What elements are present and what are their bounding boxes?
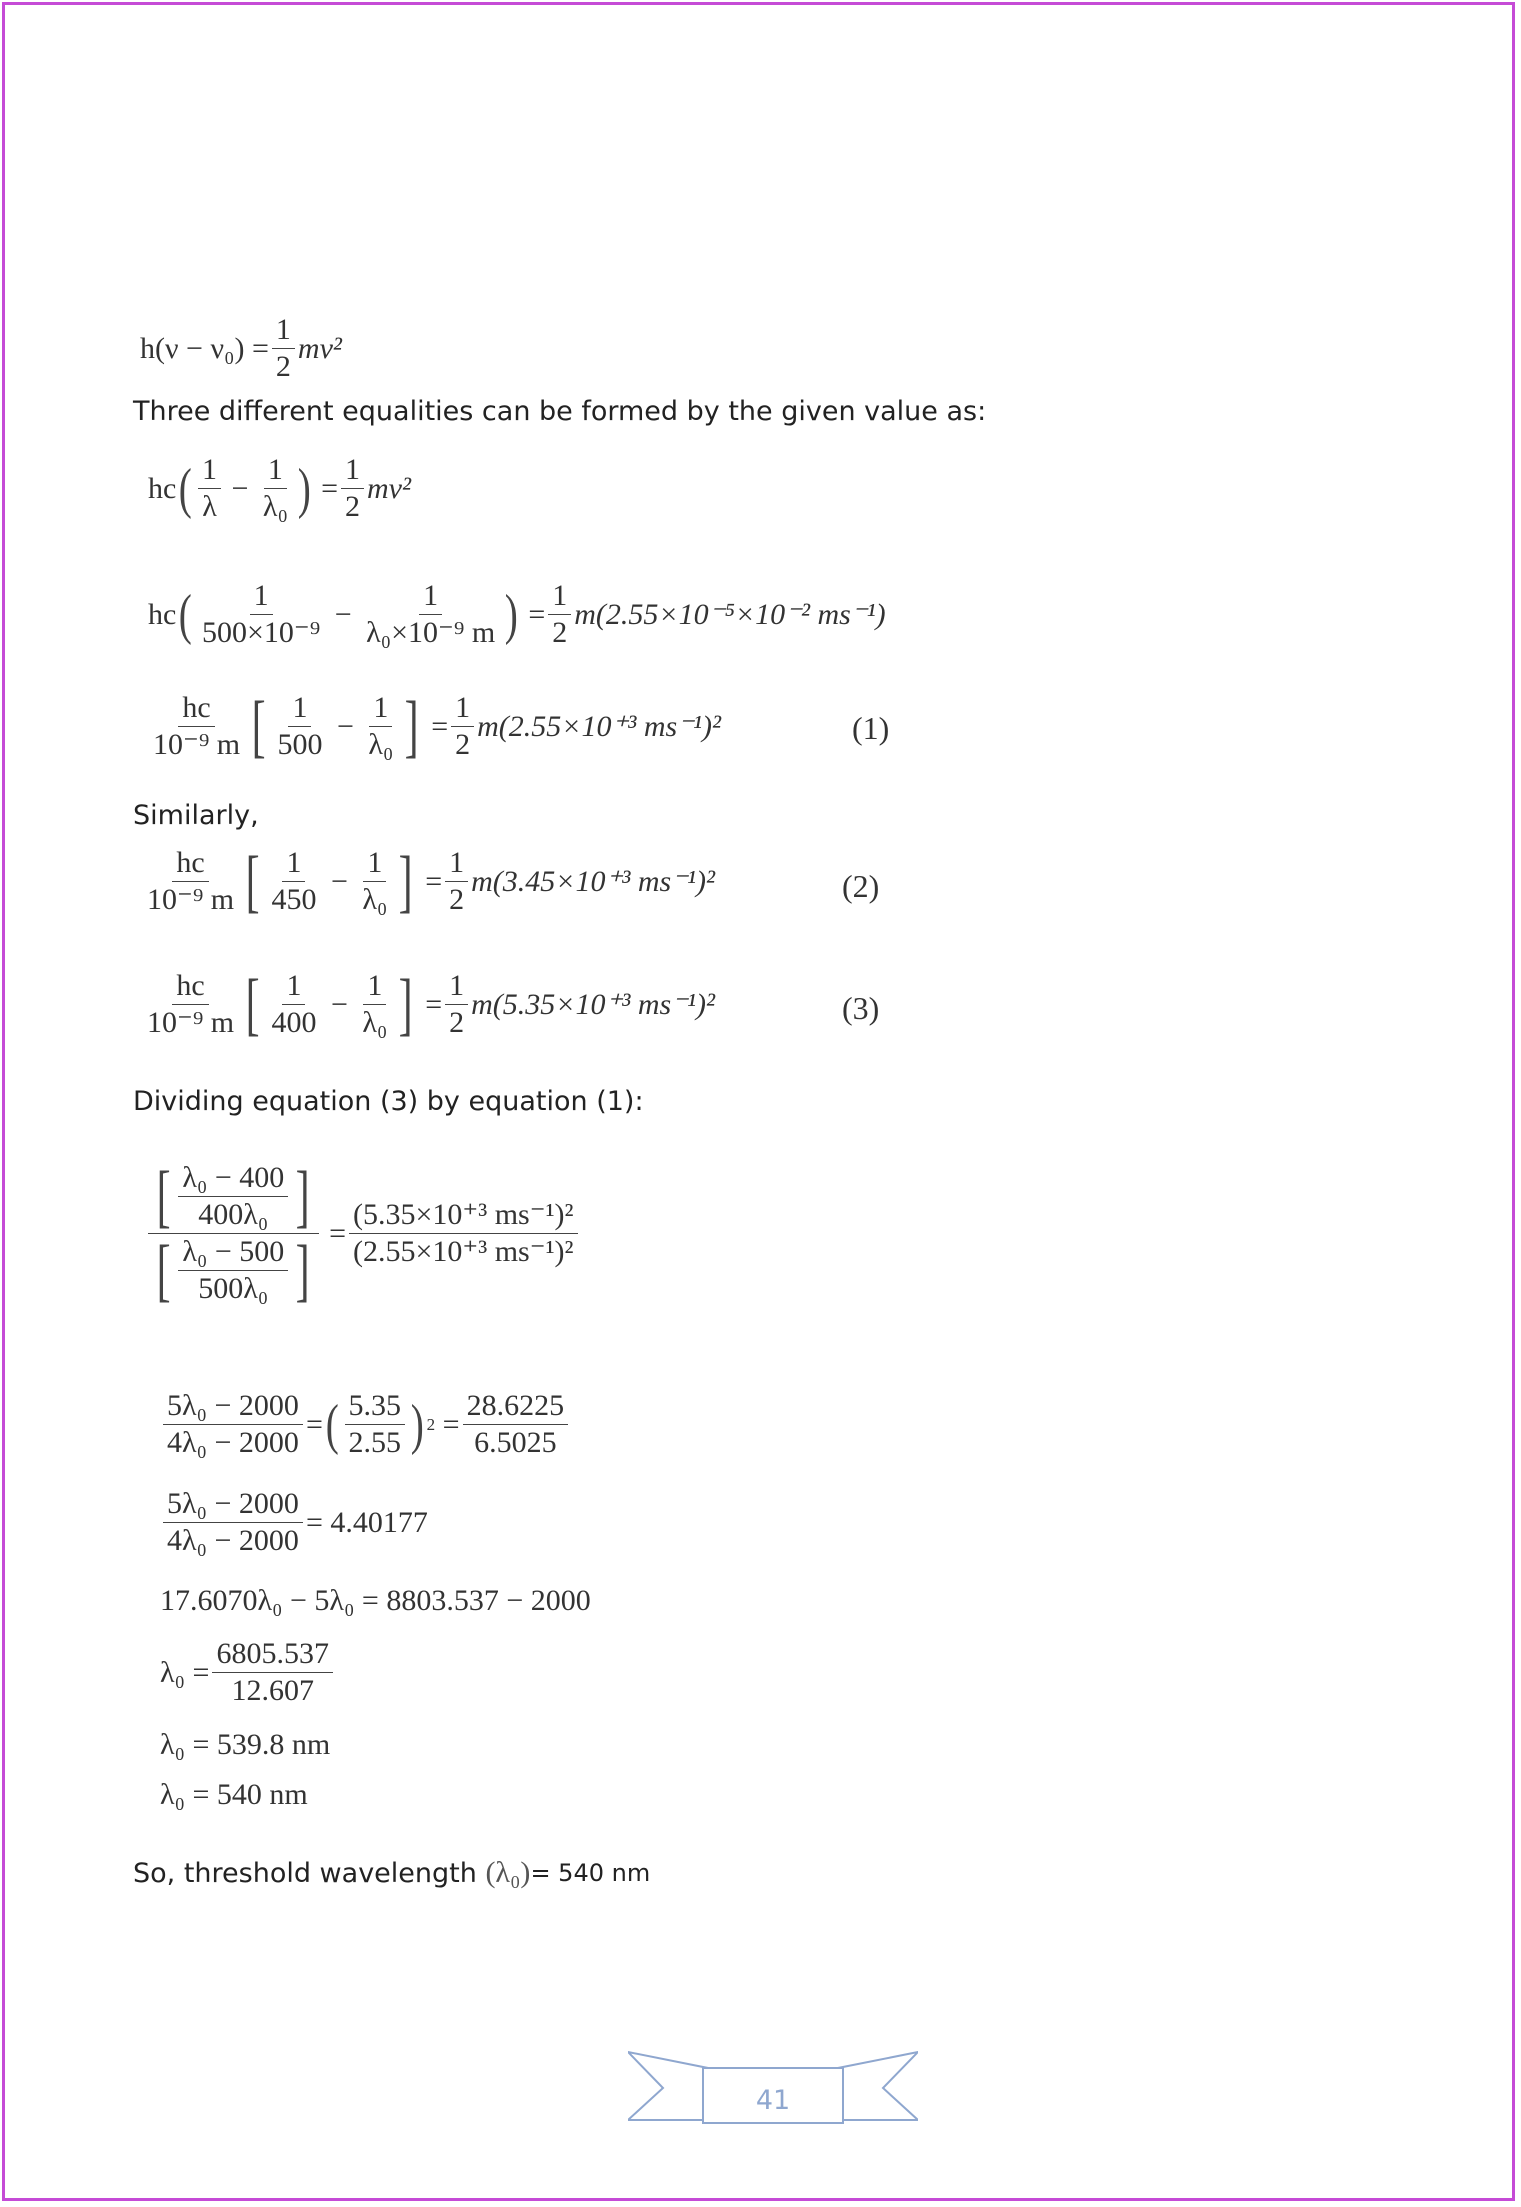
num: 1	[250, 578, 273, 615]
lhs: λ₀ =	[160, 1655, 210, 1689]
top-frac	[178, 1160, 288, 1233]
frac-2	[364, 690, 397, 763]
compound-num: [ $\frac{\text{λ₀ − 400}}{\text{400λ₀}}$ ]	[148, 1160, 319, 1234]
rhs: m(3.45×10⁺³ ms⁻¹)²	[471, 865, 716, 898]
equation-label-1: (1)	[852, 710, 890, 746]
mid-frac	[345, 1388, 406, 1461]
num: 1	[272, 312, 295, 349]
num: 1	[282, 845, 305, 882]
den: λ₀	[362, 1006, 388, 1039]
frac-1	[198, 452, 221, 525]
num: 5.35	[345, 1388, 406, 1425]
conclusion-text: So, threshold wavelength	[133, 1857, 477, 1889]
equation-2: $\frac{hc}{\text{10⁻⁹ m}}$ [ $\frac{1}{450}$ − $\frac{1}{\text{λ₀}}$ ] = $\frac{1}{2}$ m(3.45×10⁺³ ms⁻¹)²	[140, 845, 715, 918]
den: 500×10⁻⁹	[201, 616, 321, 649]
conclusion-value: = 540 nm	[530, 1859, 651, 1887]
num: (5.35×10⁺³ ms⁻¹)²	[349, 1197, 578, 1234]
num: 6805.537	[212, 1636, 333, 1673]
lhs-frac	[163, 1486, 303, 1559]
prefix-frac	[143, 845, 238, 918]
conclusion	[133, 1856, 650, 1890]
rhs: m(5.35×10⁺³ ms⁻¹)²	[471, 988, 716, 1021]
den: 10⁻⁹ m	[147, 883, 235, 916]
num: 1	[451, 690, 474, 727]
lhs-frac	[163, 1388, 303, 1461]
page-number: 41	[755, 2085, 791, 2116]
den: 400λ₀	[198, 1198, 269, 1231]
num: 1	[363, 845, 386, 882]
den: 2	[449, 883, 465, 916]
compound-frac	[148, 1157, 319, 1309]
num: 5λ₀ − 2000	[163, 1388, 303, 1425]
prefix: hc	[148, 597, 177, 631]
den: 12.607	[231, 1674, 314, 1707]
equation-3: $\frac{hc}{\text{10⁻⁹ m}}$ [ $\frac{1}{400}$ − $\frac{1}{\text{λ₀}}$ ] = $\frac{1}{2}$ m(5.35×10⁺³ ms⁻¹)²	[140, 968, 715, 1041]
compound-den: [ $\frac{\text{λ₀ − 500}}{\text{500λ₀}}$ ]	[156, 1231, 310, 1309]
den: 4λ₀ − 2000	[167, 1524, 299, 1557]
num: 1	[264, 452, 287, 489]
num: 5λ₀ − 2000	[163, 1486, 303, 1523]
den: 4λ₀ − 2000	[167, 1426, 299, 1459]
equation-a: hc ( $\frac{1}{\lambda}$ − $\frac{1}{\text{λ₀}}$ ) = $\frac{1}{2}$ mv²	[148, 453, 411, 523]
frac-half	[451, 690, 474, 763]
den: λ₀×10⁻⁹ m	[366, 616, 496, 649]
num: 1	[341, 452, 364, 489]
equation-b: hc ( $\frac{1}{\text{500×10⁻⁹}}$ − $\frac{1}{\text{λ₀×10⁻⁹ m}}$ ) = $\frac{1}{2}$ m(2.55×10⁻⁵×10⁻² ms⁻¹)	[148, 579, 886, 649]
frac-2	[358, 968, 391, 1041]
frac-half	[445, 845, 468, 918]
frac-2	[358, 845, 391, 918]
equation-label-3: (3)	[842, 990, 880, 1026]
den: λ	[202, 490, 217, 523]
den: 500λ₀	[198, 1272, 269, 1305]
rhs: m(2.55×10⁺³ ms⁻¹)²	[477, 710, 722, 743]
frac-2	[362, 578, 499, 651]
num: λ₀ − 400	[178, 1160, 288, 1197]
num: 1	[548, 578, 571, 615]
num: 1	[288, 690, 311, 727]
rhs: = 4.40177	[305, 1505, 428, 1539]
num: λ₀ − 500	[178, 1234, 288, 1271]
step-6: λ₀ = 540 nm	[160, 1778, 308, 1811]
equals: =	[252, 331, 269, 365]
den: λ₀	[362, 883, 388, 916]
frac-1	[198, 578, 324, 651]
rhs: m(2.55×10⁻⁵×10⁻² ms⁻¹)	[574, 598, 886, 631]
num: hc	[178, 690, 214, 727]
den: λ₀	[262, 490, 288, 523]
prefix: hc	[148, 471, 177, 505]
ratio-frac	[349, 1197, 578, 1270]
dividing-text: Dividing equation (3) by equation (1):	[133, 1086, 644, 1117]
equation-photoelectric	[140, 312, 342, 385]
den: 2	[552, 616, 568, 649]
fraction-half	[272, 312, 295, 385]
equation-1: $\frac{hc}{\text{10⁻⁹ m}}$ [ $\frac{1}{500}$ − $\frac{1}{\text{λ₀}}$ ] = $\frac{1}{2}$ m(2.55×10⁺³ ms⁻¹)²	[146, 690, 721, 763]
den: 2	[345, 490, 360, 523]
num: hc	[172, 845, 208, 882]
step-4	[160, 1636, 336, 1709]
similarly-text: Similarly,	[133, 800, 259, 831]
den: 6.5025	[474, 1426, 557, 1459]
num: 1	[363, 968, 386, 1005]
equation-division: [ $\frac{\text{λ₀ − 400}}{\text{400λ₀}}$ ] [ $\frac{\text{λ₀ − 500}}{\text{500λ₀}}$ ] = $\frac{\text{(5.35×10⁺³ ms⁻¹)²}}{\text{(2.55×10⁺³ ms⁻¹)²}}$	[145, 1160, 581, 1307]
step-1: $\frac{\text{5λ₀ − 2000}}{\text{4λ₀ − 2000}}$ = ( $\frac{5.35}{2.55}$ ) 2 = $\frac{28.6225}{6.5025}$	[160, 1388, 571, 1461]
step-2	[160, 1486, 428, 1559]
rhs: mv²	[367, 471, 411, 505]
lambda-symbol: (λ₀)	[485, 1856, 531, 1889]
den: 2	[449, 1006, 465, 1039]
step-5: λ₀ = 539.8 nm	[160, 1728, 331, 1761]
eq-lhs: h(ν − ν₀)	[140, 331, 245, 365]
step-3: 17.6070λ₀ − 5λ₀ = 8803.537 − 2000	[160, 1584, 591, 1617]
den: 500	[277, 728, 323, 761]
rhs-frac	[463, 1388, 569, 1461]
frac-1	[267, 845, 320, 918]
num: 1	[198, 452, 221, 489]
den: 2.55	[348, 1426, 402, 1459]
equation-label-2: (2)	[842, 868, 880, 904]
den: (2.55×10⁺³ ms⁻¹)²	[352, 1235, 574, 1268]
num: 1	[445, 845, 468, 882]
den: 10⁻⁹ m	[153, 728, 241, 761]
prefix-frac	[143, 968, 238, 1041]
prefix-frac	[149, 690, 244, 763]
frac-1	[273, 690, 326, 763]
num: 28.6225	[463, 1388, 569, 1425]
rhs-frac	[212, 1636, 333, 1709]
frac-2	[259, 452, 292, 525]
frac-half	[548, 578, 571, 651]
eq-rhs: mv²	[297, 331, 342, 365]
num: hc	[172, 968, 208, 1005]
frac-half	[341, 452, 364, 525]
num: 1	[445, 968, 468, 1005]
den: λ₀	[368, 728, 394, 761]
den: 450	[271, 883, 317, 916]
frac-1	[267, 968, 320, 1041]
den: 400	[271, 1006, 317, 1039]
num: 1	[419, 578, 442, 615]
den: 10⁻⁹ m	[147, 1006, 235, 1039]
intro-text: Three different equalities can be formed by the given value as:	[133, 396, 987, 427]
num: 1	[282, 968, 305, 1005]
frac-half	[445, 968, 468, 1041]
den: 2	[275, 350, 291, 383]
bot-frac	[178, 1234, 288, 1307]
num: 1	[369, 690, 392, 727]
den: 2	[455, 728, 471, 761]
